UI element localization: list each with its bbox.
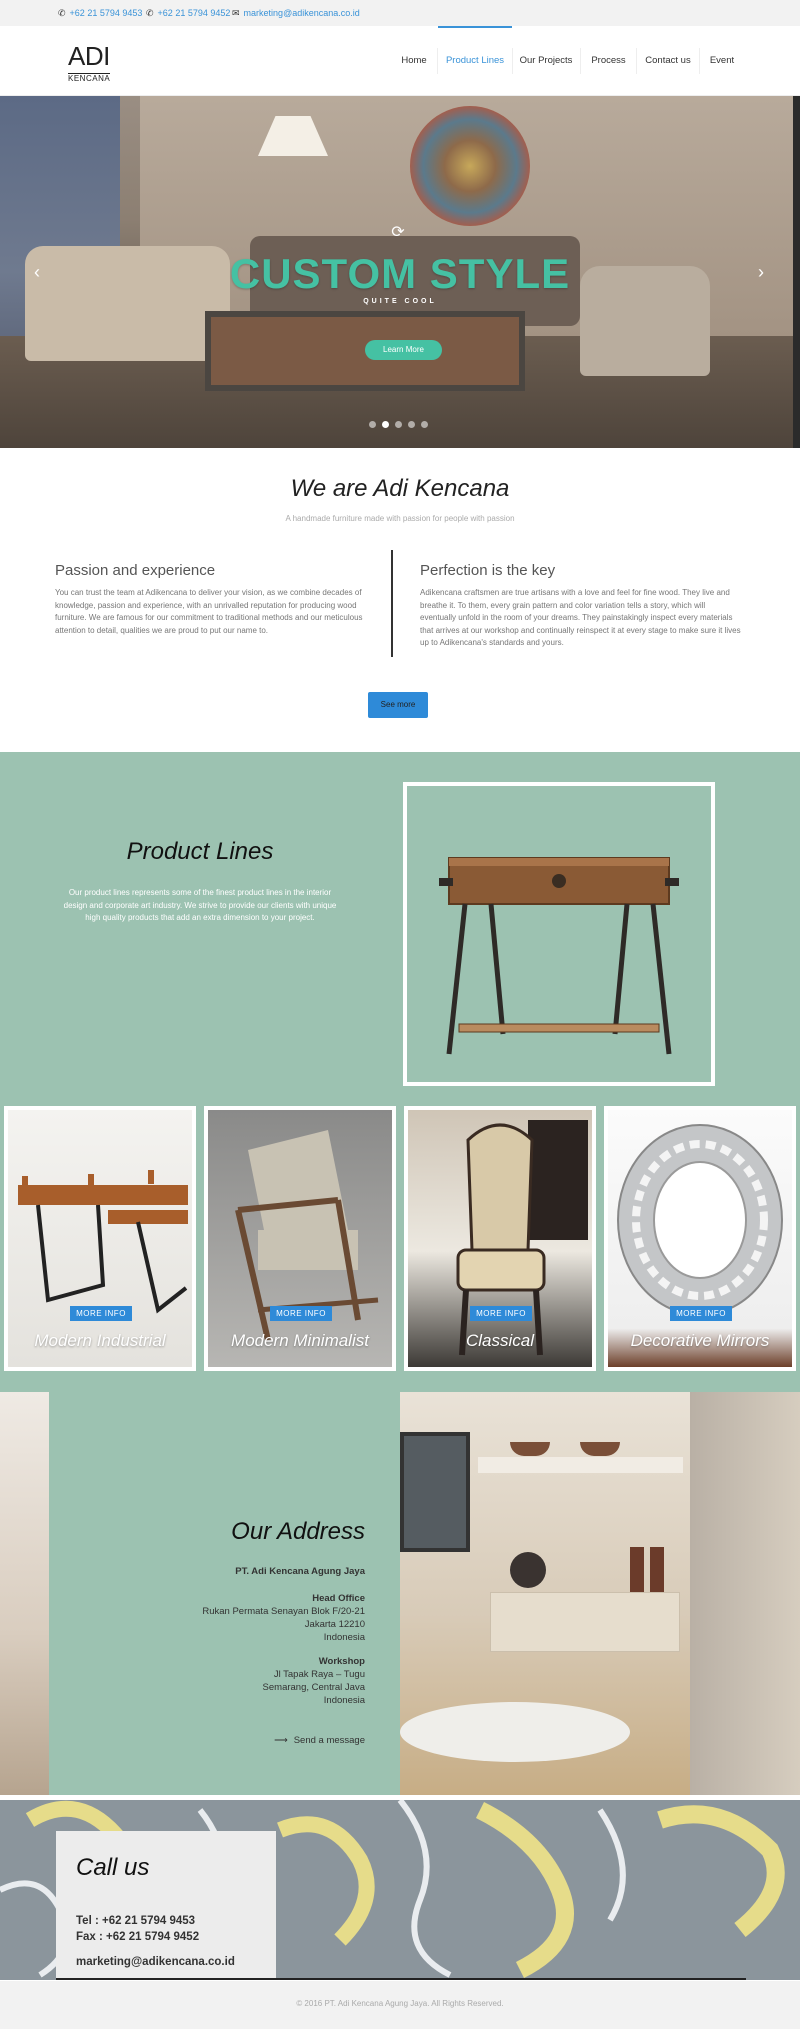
slider-dot[interactable]	[421, 421, 428, 428]
logo-sub: KENCANA	[68, 74, 111, 83]
column-divider	[391, 550, 393, 657]
callus-email[interactable]: marketing@adikencana.co.id	[76, 1956, 235, 1968]
more-info-button[interactable]: MORE INFO	[70, 1306, 132, 1321]
callus-card	[56, 1831, 276, 1980]
address-title: Our Address	[231, 1518, 365, 1545]
tile-modern-minimalist[interactable]	[204, 1106, 396, 1371]
nav-contact-us[interactable]: Contact us	[645, 55, 691, 66]
tile-classical[interactable]	[404, 1106, 596, 1371]
top-contact-bar	[0, 0, 800, 26]
see-more-button[interactable]: See more	[368, 692, 428, 718]
classical-chair-image	[408, 1110, 592, 1367]
arrow-right-icon: ⟶	[274, 1735, 288, 1746]
topbar-phone-2[interactable]: ✆ +62 21 5794 9452	[146, 8, 231, 18]
tile-label: Classical	[465, 1331, 535, 1350]
logo-main: ADI	[68, 41, 110, 71]
topbar-email[interactable]: ✉ marketing@adikencana.co.id	[232, 8, 360, 18]
more-info-button[interactable]: MORE INFO	[670, 1306, 732, 1321]
slider-dot[interactable]	[408, 421, 415, 428]
hero-scrollbar[interactable]	[793, 96, 800, 448]
tile-label: Modern Minimalist	[231, 1331, 369, 1350]
col1-heading: Passion and experience	[55, 562, 216, 579]
nav-our-projects[interactable]: Our Projects	[519, 55, 573, 66]
tile-label: Decorative Mirrors	[630, 1331, 770, 1350]
footer-copyright: © 2016 PT. Adi Kencana Agung Jaya. All Rights Reserved.	[296, 1999, 504, 2008]
callus-fax: Fax : +62 21 5794 9452	[76, 1931, 200, 1943]
desk-image	[8, 1110, 192, 1367]
site-header	[0, 26, 800, 96]
learn-more-button[interactable]: Learn More	[365, 340, 442, 360]
nav-product-lines[interactable]: Product Lines	[438, 26, 512, 96]
slider-dot[interactable]	[395, 421, 402, 428]
address-company: PT. Adi Kencana Agung Jaya	[235, 1566, 365, 1577]
workshop-line-2: Semarang, Central Java	[262, 1682, 365, 1693]
col2-body: Adikencana craftsmen are true artisans with a love and feel for fine wood. They live and breathe it. To them, every grain pattern and color variation tells a story, which will eventually unfold in the room of your dreams. They painstakingly inspect every materials that arrives at our workshop and continually reinspect it at every stage to make sure it lives up to Adikencana's standards and yours.	[420, 588, 741, 647]
phone-icon: ✆	[146, 8, 154, 18]
site-logo[interactable]	[68, 41, 116, 86]
interior-photo	[400, 1392, 800, 1795]
mirror-image	[608, 1110, 792, 1367]
hero-subtitle: QUITE COOL	[363, 298, 437, 305]
product-lines-text: Our product lines represents some of the finest product lines in the interior design and corporate art industry. We strive to provide our clients with unique high quality products that add an extra dimension to your project.	[63, 888, 337, 922]
head-office-label: Head Office	[312, 1593, 365, 1604]
head-office-line-3: Indonesia	[323, 1632, 365, 1643]
nav-event[interactable]: Event	[709, 55, 735, 66]
nav-process[interactable]: Process	[591, 55, 626, 66]
phone-icon: ✆	[58, 8, 66, 18]
armchair-image	[208, 1110, 392, 1367]
product-lines-title: Product Lines	[126, 838, 274, 865]
workshop-label: Workshop	[318, 1656, 365, 1667]
send-message-link[interactable]: ⟶ Send a message	[274, 1735, 365, 1746]
callus-tel[interactable]: Tel : +62 21 5794 9453	[76, 1915, 196, 1927]
head-office-line-2: Jakarta 12210	[304, 1619, 365, 1630]
workshop-line-3: Indonesia	[323, 1695, 365, 1706]
intro-column-2	[420, 562, 742, 650]
tile-modern-industrial[interactable]	[4, 1106, 196, 1371]
head-office-line-1: Rukan Permata Senayan Blok F/20-21	[202, 1606, 365, 1617]
intro-column-1	[55, 562, 380, 637]
tile-label: Modern Industrial	[34, 1331, 166, 1350]
featured-product-image	[403, 782, 715, 1086]
tile-decorative-mirrors[interactable]	[604, 1106, 796, 1371]
chevron-right-icon[interactable]: ›	[758, 262, 764, 282]
callus-underline	[276, 1978, 746, 1980]
col2-heading: Perfection is the key	[420, 562, 556, 579]
address-left-photo	[0, 1392, 49, 1795]
col1-body: You can trust the team at Adikencana to deliver your vision, as we combine decades of knowledge, passion and experience, with an unrivalled reputation for producing wood furniture. We are famous for our commitment to traditional methods and our meticulous attention to detail, qualities we are proud to put our name to.	[55, 588, 363, 635]
hero-title: CUSTOM STYLE	[229, 250, 571, 297]
callus-title: Call us	[76, 1854, 150, 1881]
intro-title: We are Adi Kencana	[290, 475, 510, 502]
nav-home[interactable]: Home	[401, 55, 427, 66]
workshop-line-1: Jl Tapak Raya – Tugu	[273, 1669, 365, 1680]
slider-dot[interactable]	[369, 421, 376, 428]
envelope-icon: ✉	[232, 8, 240, 18]
slider-dot-active[interactable]	[382, 421, 389, 428]
refresh-icon: ⟳	[391, 224, 405, 241]
topbar-phone-1[interactable]: ✆ +62 21 5794 9453	[58, 8, 143, 18]
console-table-image	[407, 786, 711, 1082]
chevron-left-icon[interactable]: ‹	[34, 262, 40, 282]
more-info-button[interactable]: MORE INFO	[270, 1306, 332, 1321]
intro-subtitle: A handmade furniture made with passion for people with passion	[285, 514, 515, 523]
more-info-button[interactable]: MORE INFO	[470, 1306, 532, 1321]
